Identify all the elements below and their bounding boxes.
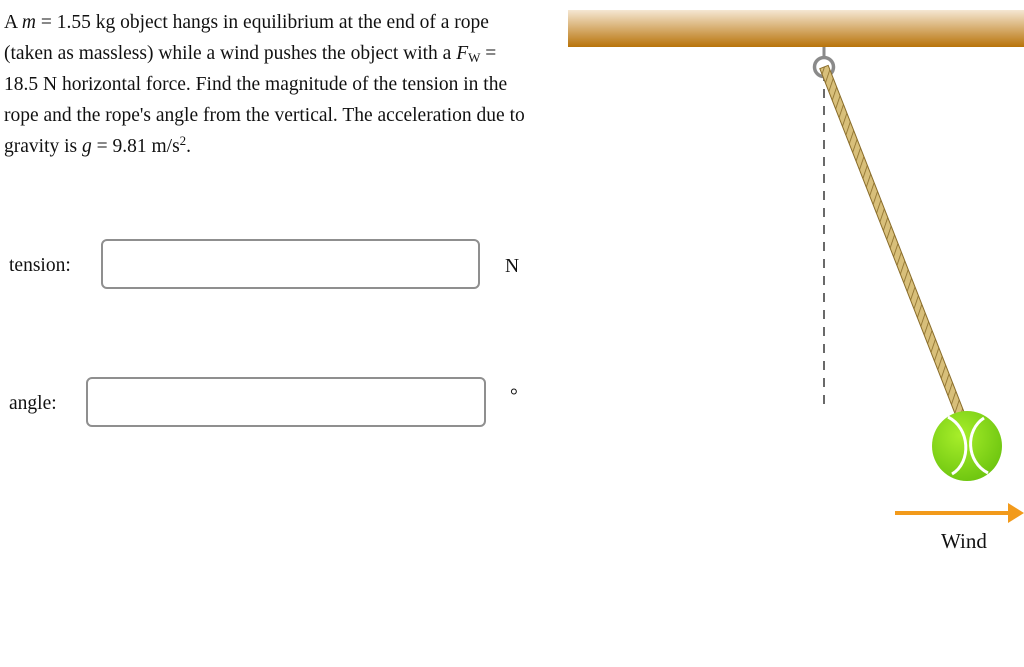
problem-text-2: = 1.55 kg object hangs in equilibrium at the end of a rope (taken as massless) while a wind pushes the object with a bbox=[4, 12, 489, 64]
mass-symbol: m bbox=[21, 12, 36, 33]
rope bbox=[820, 65, 967, 422]
pendulum-diagram bbox=[560, 0, 1024, 560]
angle-input[interactable] bbox=[86, 377, 486, 427]
wind-arrow bbox=[895, 503, 1024, 523]
angle-unit: ° bbox=[510, 386, 518, 407]
force-subscript: W bbox=[468, 50, 481, 65]
ball bbox=[932, 411, 1002, 481]
gravity-superscript: 2 bbox=[179, 133, 187, 148]
problem-text-end: . bbox=[186, 136, 192, 157]
problem-text-3: = 18.5 N horizontal force. Find the magnitude of the tension in the rope and the rope's angle from the vertical. The acceleration due to gravity is bbox=[4, 43, 525, 157]
tension-input[interactable] bbox=[101, 239, 480, 289]
problem-statement bbox=[4, 7, 534, 162]
ceiling bbox=[568, 10, 1024, 47]
force-symbol: F bbox=[456, 43, 469, 64]
wind-label: Wind bbox=[941, 529, 987, 553]
tension-label: tension: bbox=[9, 255, 71, 276]
problem-text-4: = 9.81 m/s bbox=[91, 136, 180, 157]
angle-label: angle: bbox=[9, 393, 57, 414]
tension-unit: N bbox=[505, 256, 520, 277]
gravity-symbol: g bbox=[82, 136, 92, 157]
problem-text-1: A bbox=[4, 12, 22, 33]
